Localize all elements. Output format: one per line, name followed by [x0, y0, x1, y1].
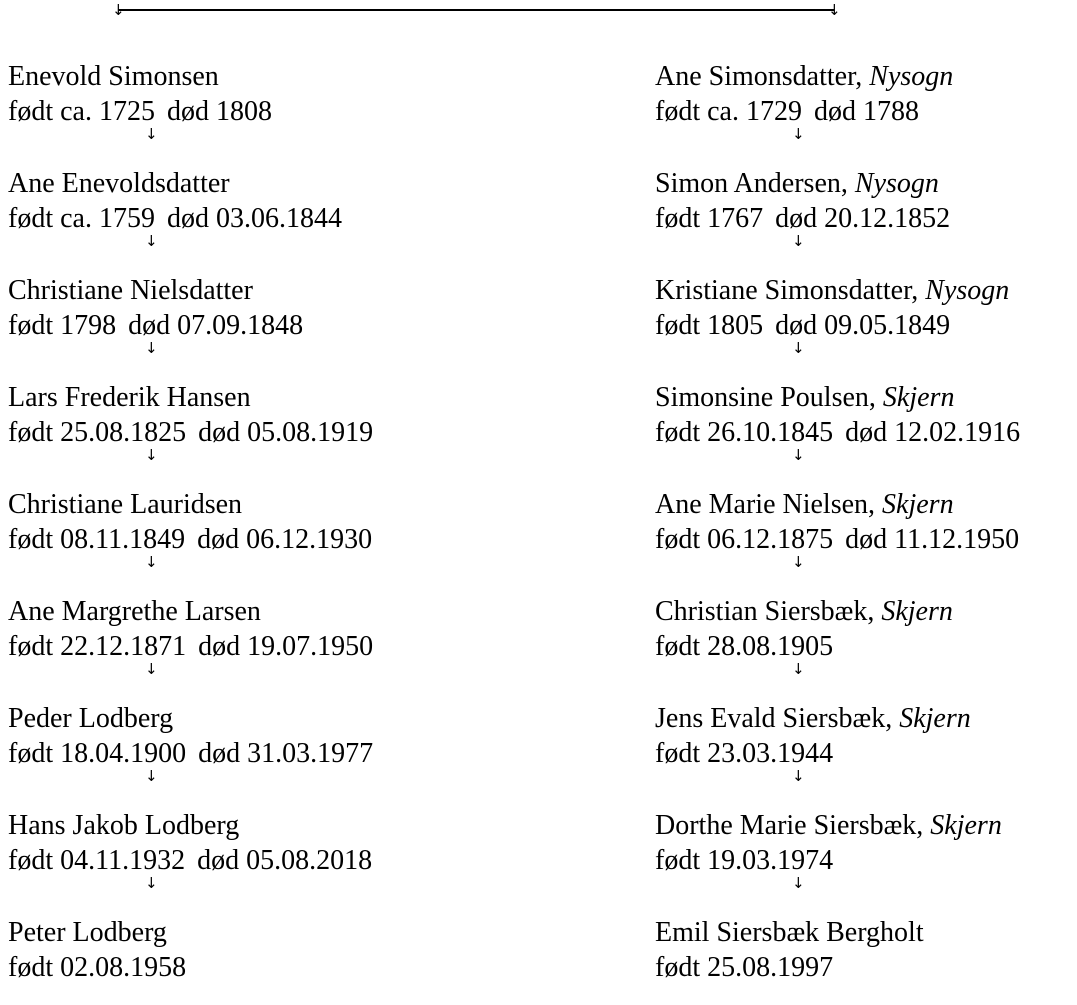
person-name: Dorthe Marie Siersbæk,: [655, 810, 924, 841]
person-place: Skjern: [882, 382, 955, 413]
death-date: død 12.02.1916: [845, 417, 1021, 448]
death-date: død 07.09.1848: [128, 310, 304, 341]
top-left-arrow-icon: ↓: [112, 1, 125, 19]
person-name-line: [655, 167, 939, 201]
person-name-line: [8, 381, 251, 415]
death-date: død 05.08.1919: [198, 417, 374, 448]
birth-date: født 25.08.1997: [655, 952, 834, 983]
person-name: Christian Siersbæk,: [655, 596, 875, 627]
person-name-line: [8, 60, 219, 94]
descent-arrow-icon: ↓: [792, 446, 805, 464]
life-dates-line: [8, 630, 373, 664]
person-name: Ane Marie Nielsen,: [655, 489, 876, 520]
descent-arrow-icon: ↓: [145, 339, 158, 357]
person-name-line: [8, 702, 173, 736]
person-name-line: [655, 488, 954, 522]
person-name-line: [8, 488, 242, 522]
person-name: Lars Frederik Hansen: [8, 382, 251, 413]
descent-arrow-icon: ↓: [145, 767, 158, 785]
descent-arrow-icon: ↓: [792, 767, 805, 785]
person-name: Ane Enevoldsdatter: [8, 168, 230, 199]
descent-arrow-icon: ↓: [792, 660, 805, 678]
death-date: død 06.12.1930: [197, 524, 373, 555]
life-dates-line: [8, 95, 272, 129]
descent-arrow-icon: ↓: [145, 874, 158, 892]
person-name-line: [8, 916, 167, 950]
life-dates-line: [655, 844, 833, 878]
person-name-line: [8, 167, 230, 201]
person-name: Simonsine Poulsen,: [655, 382, 876, 413]
person-name-line: [655, 60, 953, 94]
descent-arrow-icon: ↓: [792, 874, 805, 892]
person-name: Christiane Nielsdatter: [8, 275, 253, 306]
life-dates-line: [655, 95, 919, 129]
death-date: død 05.08.2018: [197, 845, 373, 876]
descent-arrow-icon: ↓: [145, 660, 158, 678]
death-date: død 09.05.1849: [775, 310, 951, 341]
person-name: Kristiane Simonsdatter,: [655, 275, 919, 306]
person-place: Skjern: [930, 810, 1002, 841]
death-date: død 11.12.1950: [845, 524, 1020, 555]
descent-arrow-icon: ↓: [792, 553, 805, 571]
person-name: Hans Jakob Lodberg: [8, 810, 240, 841]
person-name-line: [655, 381, 954, 415]
person-name: Ane Simonsdatter,: [655, 61, 863, 92]
birth-date: født 1805: [655, 310, 764, 341]
person-name: Simon Andersen,: [655, 168, 848, 199]
birth-date: født 18.04.1900: [8, 738, 187, 769]
life-dates-line: [655, 523, 1019, 557]
birth-date: født 19.03.1974: [655, 845, 834, 876]
birth-date: født 02.08.1958: [8, 952, 187, 983]
person-place: Skjern: [881, 596, 953, 627]
birth-date: født 23.03.1944: [655, 738, 834, 769]
birth-date: født 08.11.1849: [8, 524, 186, 555]
person-name: Peter Lodberg: [8, 917, 167, 948]
birth-date: født 1798: [8, 310, 117, 341]
person-name-line: [655, 702, 971, 736]
person-place: Skjern: [899, 703, 971, 734]
life-dates-line: [655, 416, 1020, 450]
person-place: Nysogn: [869, 61, 954, 92]
descent-arrow-icon: ↓: [145, 232, 158, 250]
life-dates-line: [8, 951, 186, 985]
death-date: død 03.06.1844: [166, 203, 342, 234]
top-right-arrow-icon: ↓: [828, 1, 841, 19]
descent-arrow-icon: ↓: [792, 339, 805, 357]
birth-date: født 04.11.1932: [8, 845, 186, 876]
birth-date: født ca. 1759: [8, 203, 155, 234]
life-dates-line: [655, 202, 950, 236]
death-date: død 1808: [166, 96, 272, 127]
person-name-line: [655, 274, 1009, 308]
life-dates-line: [655, 951, 833, 985]
person-name-line: [655, 595, 953, 629]
life-dates-line: [8, 844, 372, 878]
birth-date: født 28.08.1905: [655, 631, 834, 662]
descent-arrow-icon: ↓: [792, 232, 805, 250]
birth-date: født 25.08.1825: [8, 417, 187, 448]
birth-date: født 06.12.1875: [655, 524, 834, 555]
death-date: død 1788: [813, 96, 919, 127]
descent-arrow-icon: ↓: [145, 446, 158, 464]
person-name: Christiane Lauridsen: [8, 489, 243, 520]
person-name: Peder Lodberg: [8, 703, 174, 734]
top-connector-line: [118, 9, 834, 11]
life-dates-line: [8, 737, 373, 771]
birth-date: født 1767: [655, 203, 764, 234]
person-name: Jens Evald Siersbæk,: [655, 703, 893, 734]
death-date: død 19.07.1950: [198, 631, 374, 662]
life-dates-line: [655, 737, 833, 771]
life-dates-line: [655, 630, 833, 664]
person-place: Nysogn: [925, 275, 1010, 306]
death-date: død 20.12.1852: [775, 203, 951, 234]
person-place: Nysogn: [854, 168, 939, 199]
birth-date: født 26.10.1845: [655, 417, 834, 448]
descent-arrow-icon: ↓: [145, 125, 158, 143]
death-date: død 31.03.1977: [198, 738, 374, 769]
person-name: Enevold Simonsen: [8, 61, 219, 92]
life-dates-line: [8, 416, 373, 450]
descent-arrow-icon: ↓: [792, 125, 805, 143]
birth-date: født 22.12.1871: [8, 631, 187, 662]
life-dates-line: [8, 202, 342, 236]
birth-date: født ca. 1725: [8, 96, 155, 127]
life-dates-line: [8, 309, 303, 343]
person-name-line: [655, 916, 924, 950]
life-dates-line: [8, 523, 372, 557]
person-name-line: [8, 809, 239, 843]
descent-arrow-icon: ↓: [145, 553, 158, 571]
person-name-line: [8, 274, 253, 308]
birth-date: født ca. 1729: [655, 96, 802, 127]
person-name: Ane Margrethe Larsen: [8, 596, 261, 627]
person-name: Emil Siersbæk Bergholt: [655, 917, 924, 948]
person-name-line: [8, 595, 261, 629]
life-dates-line: [655, 309, 950, 343]
person-place: Skjern: [882, 489, 954, 520]
person-name-line: [655, 809, 1002, 843]
